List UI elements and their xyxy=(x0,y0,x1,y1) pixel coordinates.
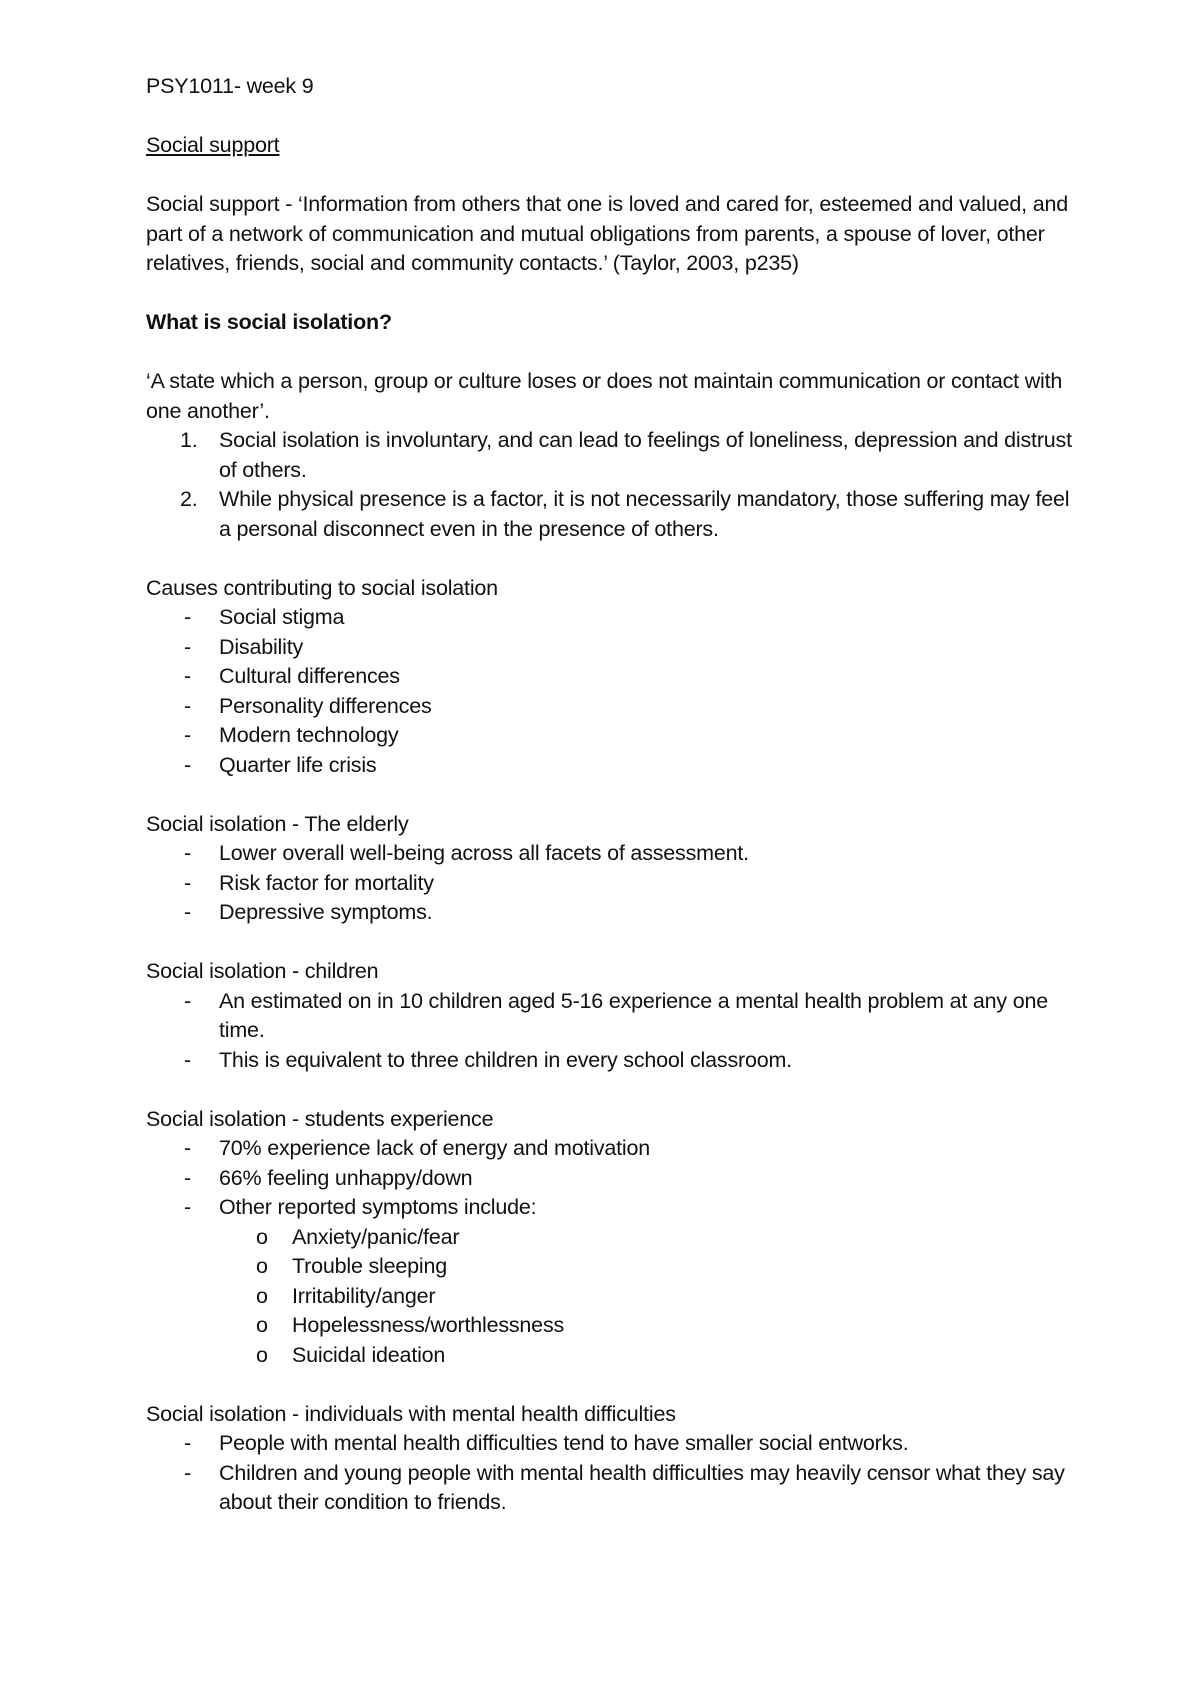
list-item xyxy=(146,1459,1086,1518)
course-header: PSY1011- week 9 xyxy=(146,74,314,98)
item-text: An estimated on in 10 children aged 5-16 experience a mental health problem at any one time. xyxy=(219,988,1049,1042)
causes-heading: Causes contributing to social isolation xyxy=(146,575,498,600)
dash-bullet: - xyxy=(184,1165,191,1190)
circle-bullet: o xyxy=(256,1283,268,1308)
list-item xyxy=(146,603,1086,633)
dash-bullet: - xyxy=(184,605,191,629)
item-text: Modern technology xyxy=(219,723,399,747)
list-item xyxy=(146,721,1086,751)
item-text: Suicidal ideation xyxy=(292,1342,446,1367)
item-text: Irritability/anger xyxy=(292,1283,436,1308)
students-heading: Social isolation - students experience xyxy=(146,1106,494,1131)
item-text: Lower overall well-being across all facets of assessment. xyxy=(219,841,749,865)
list-item xyxy=(146,751,1086,781)
list-item xyxy=(146,987,1086,1046)
item-text: 70% experience lack of energy and motivation xyxy=(219,1136,651,1160)
item-text: 66% feeling unhappy/down xyxy=(219,1165,473,1190)
dash-bullet: - xyxy=(184,693,191,718)
list-item xyxy=(146,1164,1086,1194)
dash-bullet: - xyxy=(184,870,191,895)
dash-bullet: - xyxy=(184,841,191,865)
item-text: Risk factor for mortality xyxy=(219,870,434,895)
children-list xyxy=(146,987,1086,1076)
list-item xyxy=(146,1311,1086,1341)
item-text: This is equivalent to three children in every school classroom. xyxy=(219,1047,792,1072)
list-item xyxy=(146,633,1086,663)
dash-bullet: - xyxy=(184,1136,191,1160)
list-item xyxy=(146,1429,1086,1459)
list-item xyxy=(146,1252,1086,1282)
dash-bullet: - xyxy=(184,1047,191,1072)
isolation-heading: What is social isolation? xyxy=(146,310,392,334)
item-number: 2. xyxy=(180,487,198,511)
elderly-heading: Social isolation - The elderly xyxy=(146,811,409,836)
dash-bullet: - xyxy=(184,900,191,924)
dash-bullet: - xyxy=(184,752,191,777)
students-list xyxy=(146,1134,1086,1223)
item-text: Cultural differences xyxy=(219,664,400,688)
item-text: While physical presence is a factor, it is not necessarily mandatory, those suffering may feel a personal disconnect even in the presence of others. xyxy=(219,487,1070,541)
list-item xyxy=(146,662,1086,692)
item-text: Trouble sleeping xyxy=(292,1254,447,1278)
item-text: Children and young people with mental health difficulties may heavily censor what they say about their condition to friends. xyxy=(219,1460,1065,1514)
circle-bullet: o xyxy=(256,1313,268,1337)
list-item xyxy=(146,839,1086,869)
dash-bullet: - xyxy=(184,664,191,688)
list-item xyxy=(146,1341,1086,1371)
circle-bullet: o xyxy=(256,1254,268,1278)
circle-bullet: o xyxy=(256,1224,268,1249)
mental-health-list xyxy=(146,1429,1086,1518)
list-item xyxy=(146,692,1086,722)
item-text: Social isolation is involuntary, and can lead to feelings of loneliness, depression and distrust of others. xyxy=(219,428,1072,482)
children-heading: Social isolation - children xyxy=(146,959,379,983)
students-symptoms-list xyxy=(146,1223,1086,1371)
item-text: Personality differences xyxy=(219,693,432,718)
item-text: Social stigma xyxy=(219,605,345,629)
list-item xyxy=(146,1282,1086,1312)
mental-health-heading: Social isolation - individuals with mental health difficulties xyxy=(146,1401,676,1426)
list-item xyxy=(146,1193,1086,1223)
item-text: People with mental health difficulties tend to have smaller social entworks. xyxy=(219,1431,909,1455)
item-text: Depressive symptoms. xyxy=(219,900,433,924)
item-text: Hopelessness/worthlessness xyxy=(292,1313,565,1337)
list-item xyxy=(146,426,1086,485)
dash-bullet: - xyxy=(184,634,191,659)
item-text: Disability xyxy=(219,634,304,659)
item-text: Quarter life crisis xyxy=(219,752,377,777)
dash-bullet: - xyxy=(184,1195,191,1219)
isolation-quote: ‘A state which a person, group or culture loses or does not maintain communication or contact with one another’. xyxy=(146,369,1063,423)
list-item xyxy=(146,1134,1086,1164)
list-item xyxy=(146,1046,1086,1076)
item-text: Anxiety/panic/fear xyxy=(292,1224,460,1249)
dash-bullet: - xyxy=(184,988,191,1013)
dash-bullet: - xyxy=(184,723,191,747)
list-item xyxy=(146,1223,1086,1253)
circle-bullet: o xyxy=(256,1342,268,1367)
elderly-list xyxy=(146,839,1086,928)
list-item xyxy=(146,869,1086,899)
document-page xyxy=(146,72,1086,1518)
section-title: Social support xyxy=(146,133,280,157)
dash-bullet: - xyxy=(184,1431,191,1455)
causes-list xyxy=(146,603,1086,780)
isolation-points xyxy=(146,426,1086,544)
list-item xyxy=(146,898,1086,928)
list-item xyxy=(146,485,1086,544)
item-number: 1. xyxy=(180,428,198,452)
item-text: Other reported symptoms include: xyxy=(219,1195,537,1219)
dash-bullet: - xyxy=(184,1460,191,1485)
social-support-definition: Social support - ‘Information from others that one is loved and cared for, esteemed and valued, and part of a network of communication and mutual obligations from parents, a spouse of lover, other relatives, friends, social and community contacts.’ (Taylor, 2003, p235) xyxy=(146,192,1068,275)
